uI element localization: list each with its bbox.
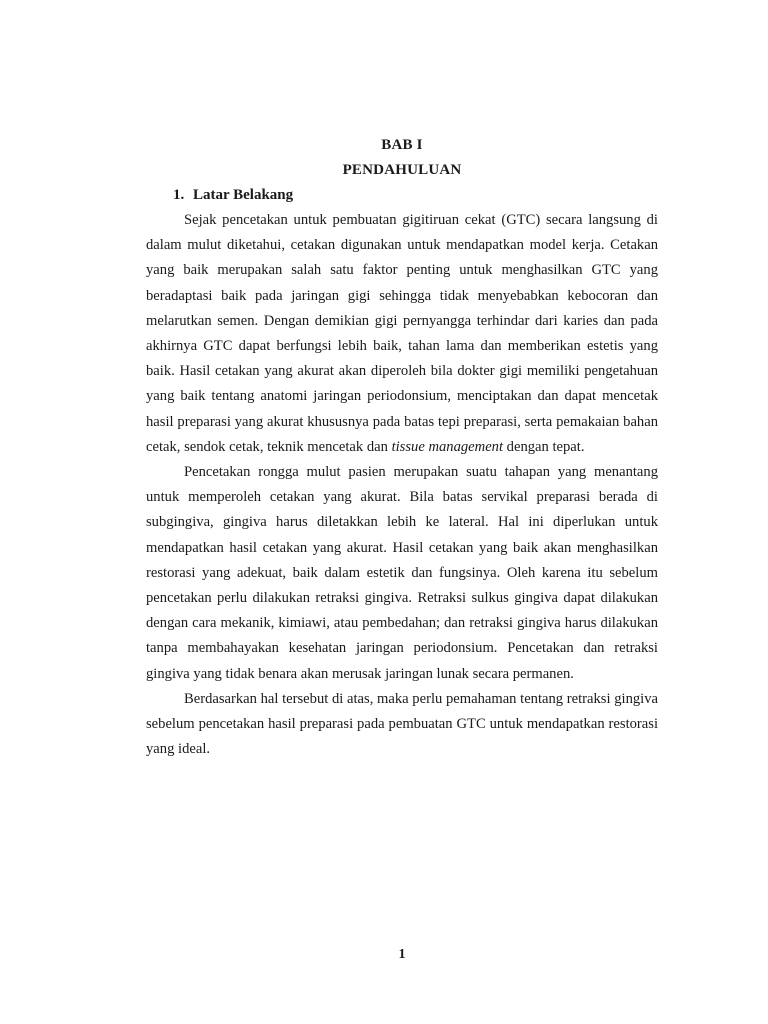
chapter-title: PENDAHULUAN	[342, 162, 462, 178]
section-number: 1.	[173, 187, 185, 203]
section-title: Latar Belakang	[193, 187, 294, 203]
chapter-number: BAB I	[381, 137, 423, 153]
body-text	[146, 208, 658, 762]
paragraph-2-text: Pencetakan rongga mulut pasien merupakan suatu tahapan yang menantang untuk memperoleh cetakan yang akurat. Bila batas servikal preparasi berada di subgingiva, gingiva harus diletakkan lebih ke lateral. Hal ini diperlukan untuk mendapatkan hasil cetakan yang akurat. Hasil cetakan yang baik akan menghasilkan restorasi yang adekuat, baik dalam estetik dan fungsinya. Oleh karena itu sebelum pencetakan perlu dilakukan retraksi gingiva. Retraksi sulkus gingiva dapat dilakukan dengan cara mekanik, kimiawi, atau pembedahan; dan retraksi gingiva harus dilakukan tanpa membahayakan kesehatan jaringan periodonsium. Pencetakan dan retraksi gingiva yang tidak benara akan merusak jaringan lunak secara permanen.	[146, 464, 658, 682]
paragraph-3	[146, 687, 658, 763]
page-number: 1	[398, 947, 406, 962]
paragraph-1-text-end: dengan tepat.	[503, 438, 585, 455]
paragraph-3-text: Berdasarkan hal tersebut di atas, maka perlu pemahaman tentang retraksi gingiva sebelum pencetakan hasil preparasi pada pembuatan GTC untuk mendapatkan restorasi yang ideal.	[146, 690, 658, 758]
paragraph-1-text: Sejak pencetakan untuk pembuatan gigitiruan cekat (GTC) secara langsung di dalam mulut diketahui, cetakan digunakan untuk mendapatkan model kerja. Cetakan yang baik merupakan salah satu faktor penting untuk menghasilkan GTC yang beradaptasi baik pada jaringan gigi sehingga tidak menyebabkan kebocoran dan melarutkan semen. Dengan demikian gigi pernyangga terhindar dari karies dan pada akhirnya GTC dapat berfungsi lebih baik, tahan lama dan memberikan estetis yang baik. Hasil cetakan yang akurat akan diperoleh bila dokter gigi memiliki pengetahuan yang baik tentang anatomi jaringan periodonsium, menciptakan dan dapat mencetak hasil preparasi yang akurat khususnya pada batas tepi preparasi, serta pemakaian bahan cetak, sendok cetak, teknik mencetak dan	[146, 212, 658, 455]
paragraph-1-italic-term: tissue management	[391, 438, 504, 455]
paragraph-2	[146, 460, 658, 687]
paragraph-1	[146, 208, 658, 460]
section-heading	[173, 187, 293, 204]
